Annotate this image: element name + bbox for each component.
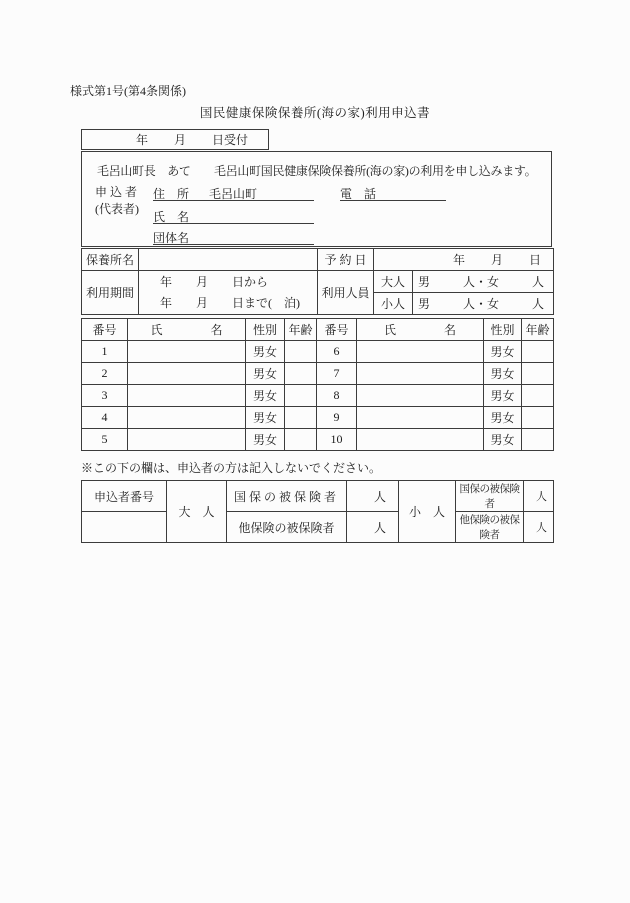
roster-sex-options: 男女 [484, 407, 522, 429]
roster-sex-options: 男女 [246, 385, 285, 407]
roster-sex-header-right: 性別 [484, 319, 522, 341]
roster-age-blank [522, 385, 554, 407]
child-other-insurance-label: 他保険の被保険者 [456, 512, 524, 543]
roster-no: 10 [317, 429, 357, 451]
roster-no-header-right: 番号 [317, 319, 357, 341]
adult-other-insurance-label: 他保険の被保険者 [227, 512, 347, 543]
roster-sex-options: 男女 [246, 429, 285, 451]
child-count-cell [413, 293, 554, 315]
adult-count-cell [413, 271, 554, 293]
roster-sex-options: 男女 [484, 341, 522, 363]
roster-row [82, 341, 554, 363]
roster-no: 3 [82, 385, 128, 407]
roster-no: 5 [82, 429, 128, 451]
address-value: 毛呂山町 [209, 187, 258, 201]
roster-name-header-left [128, 319, 246, 341]
office-child-label: 小 人 [399, 481, 456, 543]
booking-table [81, 248, 554, 315]
phone-label: 電 話 [340, 187, 377, 201]
roster-age-blank [285, 407, 317, 429]
roster-age-blank [285, 363, 317, 385]
statement-line: 毛呂山町長 あて 毛呂山町国民健康保険保養所(海の家)の利用を申し込みます。 [97, 164, 537, 178]
roster-name-blank [357, 429, 484, 451]
facility-name-blank [139, 249, 318, 271]
roster-name-blank [128, 429, 246, 451]
roster-no: 4 [82, 407, 128, 429]
roster-name-blank [357, 407, 484, 429]
receipt-day-label: 日受付 [211, 133, 248, 147]
child-other-count: 人 [524, 512, 554, 543]
applicant-label [95, 184, 139, 218]
office-use-table [81, 480, 554, 543]
adult-kokuho-count: 人 [347, 481, 399, 512]
applicant-number-label: 申込者番号 [82, 481, 167, 512]
adult-kokuho-label: 国保の被保険者 [227, 481, 347, 512]
roster-name-blank [128, 407, 246, 429]
name-label: 氏 名 [153, 210, 190, 224]
group-label: 団体名 [153, 231, 190, 245]
roster-name-blank [357, 341, 484, 363]
reserve-day-label: 日 [528, 253, 541, 267]
roster-no: 2 [82, 363, 128, 385]
roster-no: 8 [317, 385, 357, 407]
statement-box [81, 151, 552, 247]
child-female-label: 人・女 [462, 297, 499, 311]
child-kokuho-label: 国保の被保険者 [456, 481, 524, 512]
office-adult-label: 大 人 [167, 481, 227, 543]
group-name-field [153, 229, 314, 245]
roster-name-header-right [357, 319, 484, 341]
roster-no: 6 [317, 341, 357, 363]
roster-sex-options: 男女 [484, 385, 522, 407]
period-to: 年 月 日まで( 泊) [160, 295, 300, 310]
roster-table [81, 318, 554, 451]
address-label: 住 所 [153, 187, 190, 201]
roster-name-blank [128, 341, 246, 363]
roster-age-header-right: 年齢 [522, 319, 554, 341]
roster-sex-options: 男女 [246, 341, 285, 363]
roster-sex-options: 男女 [484, 429, 522, 451]
roster-sex-options: 男女 [246, 407, 285, 429]
address-field [153, 185, 314, 201]
applicant-label-line1: 申 込 者 [95, 185, 138, 199]
receipt-year-label: 年 [135, 133, 148, 147]
period-from: 年 月 日から [160, 274, 269, 289]
reserve-date-label: 予 約 日 [318, 249, 374, 271]
facility-name-label: 保養所名 [82, 249, 139, 271]
adult-unit-label: 人 [531, 275, 544, 289]
people-label: 利用人員 [318, 271, 374, 315]
roster-age-blank [522, 429, 554, 451]
receipt-month-label: 月 [173, 133, 186, 147]
roster-age-blank [285, 341, 317, 363]
receipt-date-box [81, 129, 269, 150]
roster-row [82, 407, 554, 429]
roster-name-blank [128, 385, 246, 407]
roster-header-row [82, 319, 554, 341]
roster-no: 9 [317, 407, 357, 429]
adult-label: 大人 [374, 271, 413, 293]
roster-name-blank [128, 363, 246, 385]
reserve-month-label: 月 [490, 253, 503, 267]
child-unit-label: 人 [531, 297, 544, 311]
adult-other-count: 人 [347, 512, 399, 543]
name-header-char2: 名 [210, 323, 223, 337]
roster-no: 7 [317, 363, 357, 385]
reserve-date-cell [374, 249, 554, 271]
period-cell [139, 271, 318, 315]
reserve-year-label: 年 [452, 253, 465, 267]
roster-age-blank [522, 341, 554, 363]
adult-male-label: 男 [418, 275, 431, 289]
document-title: 国民健康保険保養所(海の家)利用申込書 [199, 106, 431, 120]
applicant-label-line2: (代表者) [95, 202, 139, 216]
roster-name-blank [357, 385, 484, 407]
roster-row [82, 385, 554, 407]
office-use-note: ※この下の欄は、申込者の方は記入しないでください。 [81, 461, 382, 475]
adult-female-label: 人・女 [462, 275, 499, 289]
name-header-char1: 氏 [383, 323, 396, 337]
roster-no: 1 [82, 341, 128, 363]
roster-sex-header-left: 性別 [246, 319, 285, 341]
roster-sex-options: 男女 [246, 363, 285, 385]
roster-age-blank [285, 385, 317, 407]
child-label: 小人 [374, 293, 413, 315]
roster-row [82, 363, 554, 385]
roster-age-blank [522, 363, 554, 385]
roster-name-blank [357, 363, 484, 385]
roster-age-blank [522, 407, 554, 429]
roster-age-header-left: 年齢 [285, 319, 317, 341]
roster-row [82, 429, 554, 451]
period-label: 利用期間 [82, 271, 139, 315]
roster-no-header-left: 番号 [82, 319, 128, 341]
name-field [153, 208, 314, 224]
form-number: 様式第1号(第4条関係) [70, 84, 186, 98]
name-header-char1: 氏 [150, 323, 163, 337]
phone-field [340, 185, 446, 201]
applicant-number-blank [82, 512, 167, 543]
child-male-label: 男 [418, 297, 431, 311]
child-kokuho-count: 人 [524, 481, 554, 512]
roster-sex-options: 男女 [484, 363, 522, 385]
roster-age-blank [285, 429, 317, 451]
name-header-char2: 名 [444, 323, 457, 337]
